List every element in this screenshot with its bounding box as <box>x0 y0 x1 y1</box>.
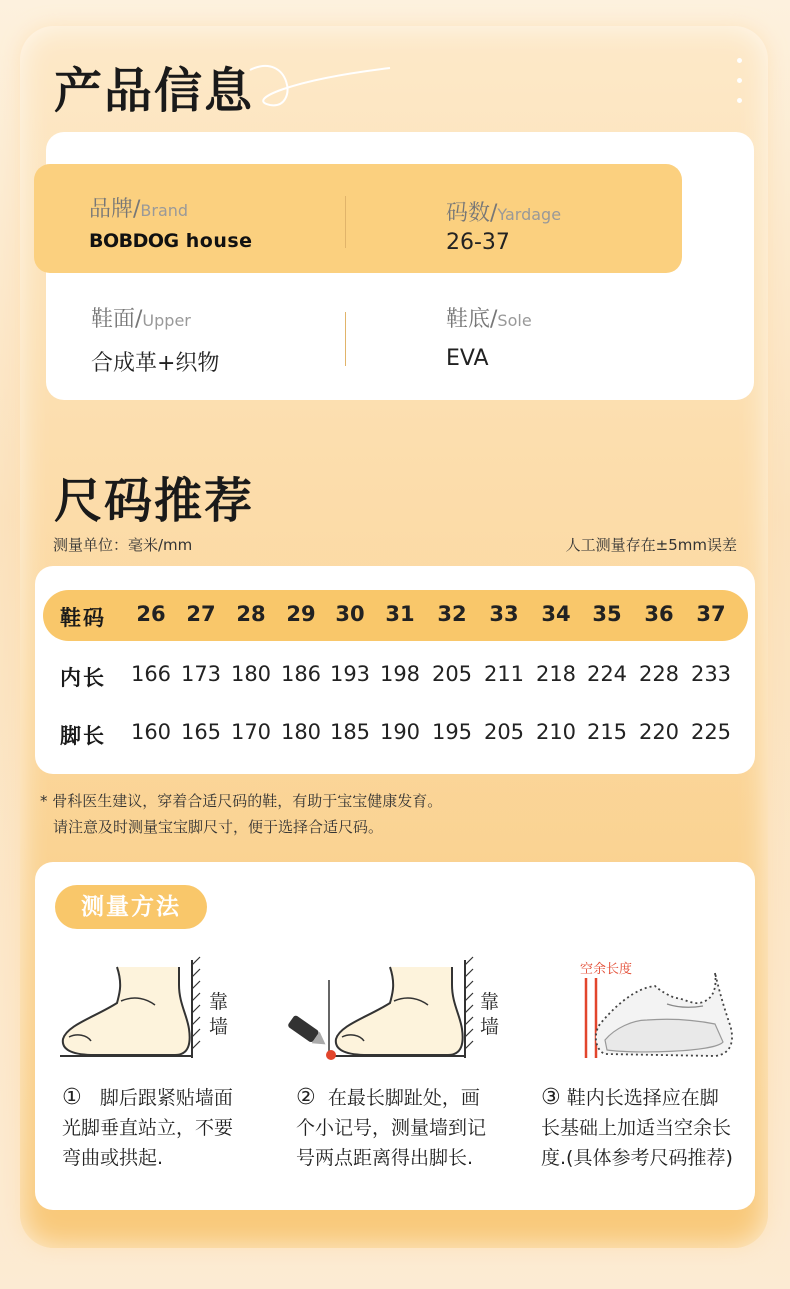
product-info-title: 产品信息 <box>54 63 255 119</box>
table-cell: 210 <box>535 720 577 744</box>
more-dots-icon <box>735 58 743 108</box>
size-recommend-title: 尺码推荐 <box>54 473 255 529</box>
table-cell: 211 <box>483 662 525 686</box>
mark-toe-icon <box>285 955 485 1065</box>
table-cell: 180 <box>280 720 322 744</box>
size-cell: 30 <box>335 602 365 626</box>
size-cell: 33 <box>489 602 519 626</box>
table-cell: 225 <box>690 720 732 744</box>
table-cell: 180 <box>230 662 272 686</box>
table-cell: 218 <box>535 662 577 686</box>
wall-label: 靠 墙 <box>209 991 229 1038</box>
brand-label: 品牌/Brand <box>89 197 189 222</box>
unit-note: 测量单位：毫米/mm <box>53 536 193 554</box>
step-1-text: ① 脚后跟紧贴墙面 光脚垂直站立，不要 弯曲或拱起. <box>62 1085 234 1169</box>
table-cell: 205 <box>483 720 525 744</box>
size-cell: 35 <box>592 602 622 626</box>
wall-label: 靠 墙 <box>480 991 500 1038</box>
size-table-header-row <box>0 602 790 642</box>
size-cell: 26 <box>136 602 166 626</box>
table-cell: 195 <box>431 720 473 744</box>
foot-length-row <box>0 720 790 760</box>
table-cell: 160 <box>130 720 172 744</box>
size-cell: 34 <box>541 602 571 626</box>
size-cell: 29 <box>286 602 316 626</box>
table-cell: 165 <box>180 720 222 744</box>
size-cell: 32 <box>437 602 467 626</box>
size-value: 26-37 <box>446 230 510 255</box>
divider <box>345 312 346 366</box>
step-2-text: ② 在最长脚趾处，画 个小记号，测量墙到记 号两点距离得出脚长. <box>296 1085 487 1169</box>
sole-label: 鞋底/Sole <box>446 307 532 332</box>
size-label: 码数/Yardage <box>446 201 562 226</box>
inner-length-row <box>0 662 790 702</box>
table-cell: 198 <box>379 662 421 686</box>
table-cell: 186 <box>280 662 322 686</box>
sole-value: EVA <box>446 346 489 371</box>
table-cell: 185 <box>329 720 371 744</box>
error-note: 人工测量存在±5mm误差 <box>565 536 737 554</box>
step-3-text: ③ 鞋内长选择应在脚 长基础上加适当空余长 度.(具体参考尺码推荐) <box>541 1085 733 1169</box>
row-label: 脚长 <box>60 724 106 748</box>
table-cell: 166 <box>130 662 172 686</box>
space-label: 空余长度 <box>580 962 633 977</box>
table-cell: 190 <box>379 720 421 744</box>
upper-value: 合成革+织物 <box>91 351 220 376</box>
shoe-spare-length-icon <box>575 968 740 1063</box>
advice-line-2: 请注意及时测量宝宝脚尺寸，便于选择合适尺码。 <box>53 818 384 836</box>
divider <box>345 196 346 248</box>
swirl-decoration-icon <box>200 40 400 120</box>
header-label: 鞋码 <box>60 606 106 630</box>
table-cell: 228 <box>638 662 680 686</box>
upper-label: 鞋面/Upper <box>91 307 191 332</box>
advice-line-1: * 骨科医生建议，穿着合适尺码的鞋，有助于宝宝健康发育。 <box>40 792 443 810</box>
table-cell: 215 <box>586 720 628 744</box>
table-cell: 193 <box>329 662 371 686</box>
table-cell: 205 <box>431 662 473 686</box>
size-cell: 31 <box>385 602 415 626</box>
table-cell: 170 <box>230 720 272 744</box>
table-cell: 224 <box>586 662 628 686</box>
brand-logo: BOBDOG house <box>89 230 253 252</box>
size-cell: 37 <box>696 602 726 626</box>
table-cell: 173 <box>180 662 222 686</box>
method-title-pill: 测量方法 <box>55 885 207 929</box>
size-cell: 28 <box>236 602 266 626</box>
size-cell: 36 <box>644 602 674 626</box>
table-cell: 233 <box>690 662 732 686</box>
table-cell: 220 <box>638 720 680 744</box>
size-cell: 27 <box>186 602 216 626</box>
row-label: 内长 <box>60 666 106 690</box>
